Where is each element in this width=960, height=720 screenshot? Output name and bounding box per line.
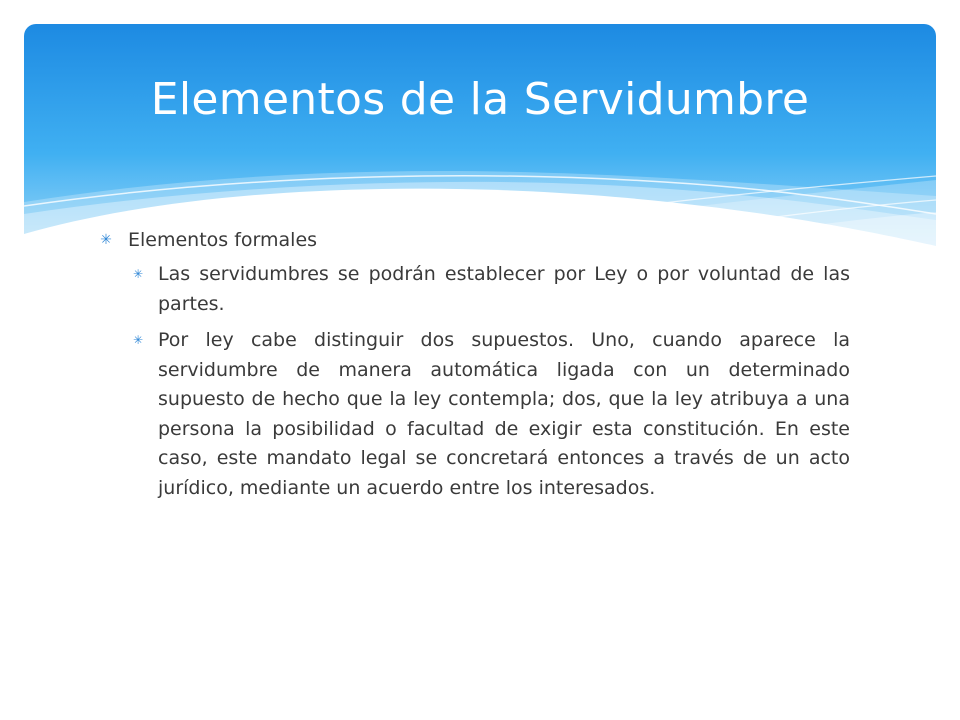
- slide-title: Elementos de la Servidumbre: [150, 74, 810, 125]
- bullet-text: Las servidumbres se podrán establecer por Ley o por voluntad de las partes.: [158, 263, 850, 315]
- bullet-text: Elementos formales: [128, 229, 318, 251]
- bullet-text: Por ley cabe distinguir dos supuestos. Uno, cuando aparece la servidumbre de manera automática ligada con un determinado supuesto de hecho que la ley contempla; dos, que la ley atribuya a una persona la posibilidad o facultad de exigir esta constitución. En este caso, este mandato legal se concretará entonces a través de un acto jurídico, mediante un acuerdo entre los interesados.: [158, 329, 850, 499]
- wave-background: [24, 24, 936, 260]
- asterisk-bullet-icon: ✳: [132, 333, 144, 347]
- asterisk-bullet-icon: ✳: [132, 267, 144, 281]
- slide-body: [96, 226, 850, 510]
- bullet-level1: [96, 226, 850, 254]
- asterisk-bullet-icon: ✳: [100, 232, 112, 248]
- bullet-level2: [124, 326, 850, 503]
- bullet-level2: [124, 260, 850, 319]
- title-banner: [24, 24, 936, 260]
